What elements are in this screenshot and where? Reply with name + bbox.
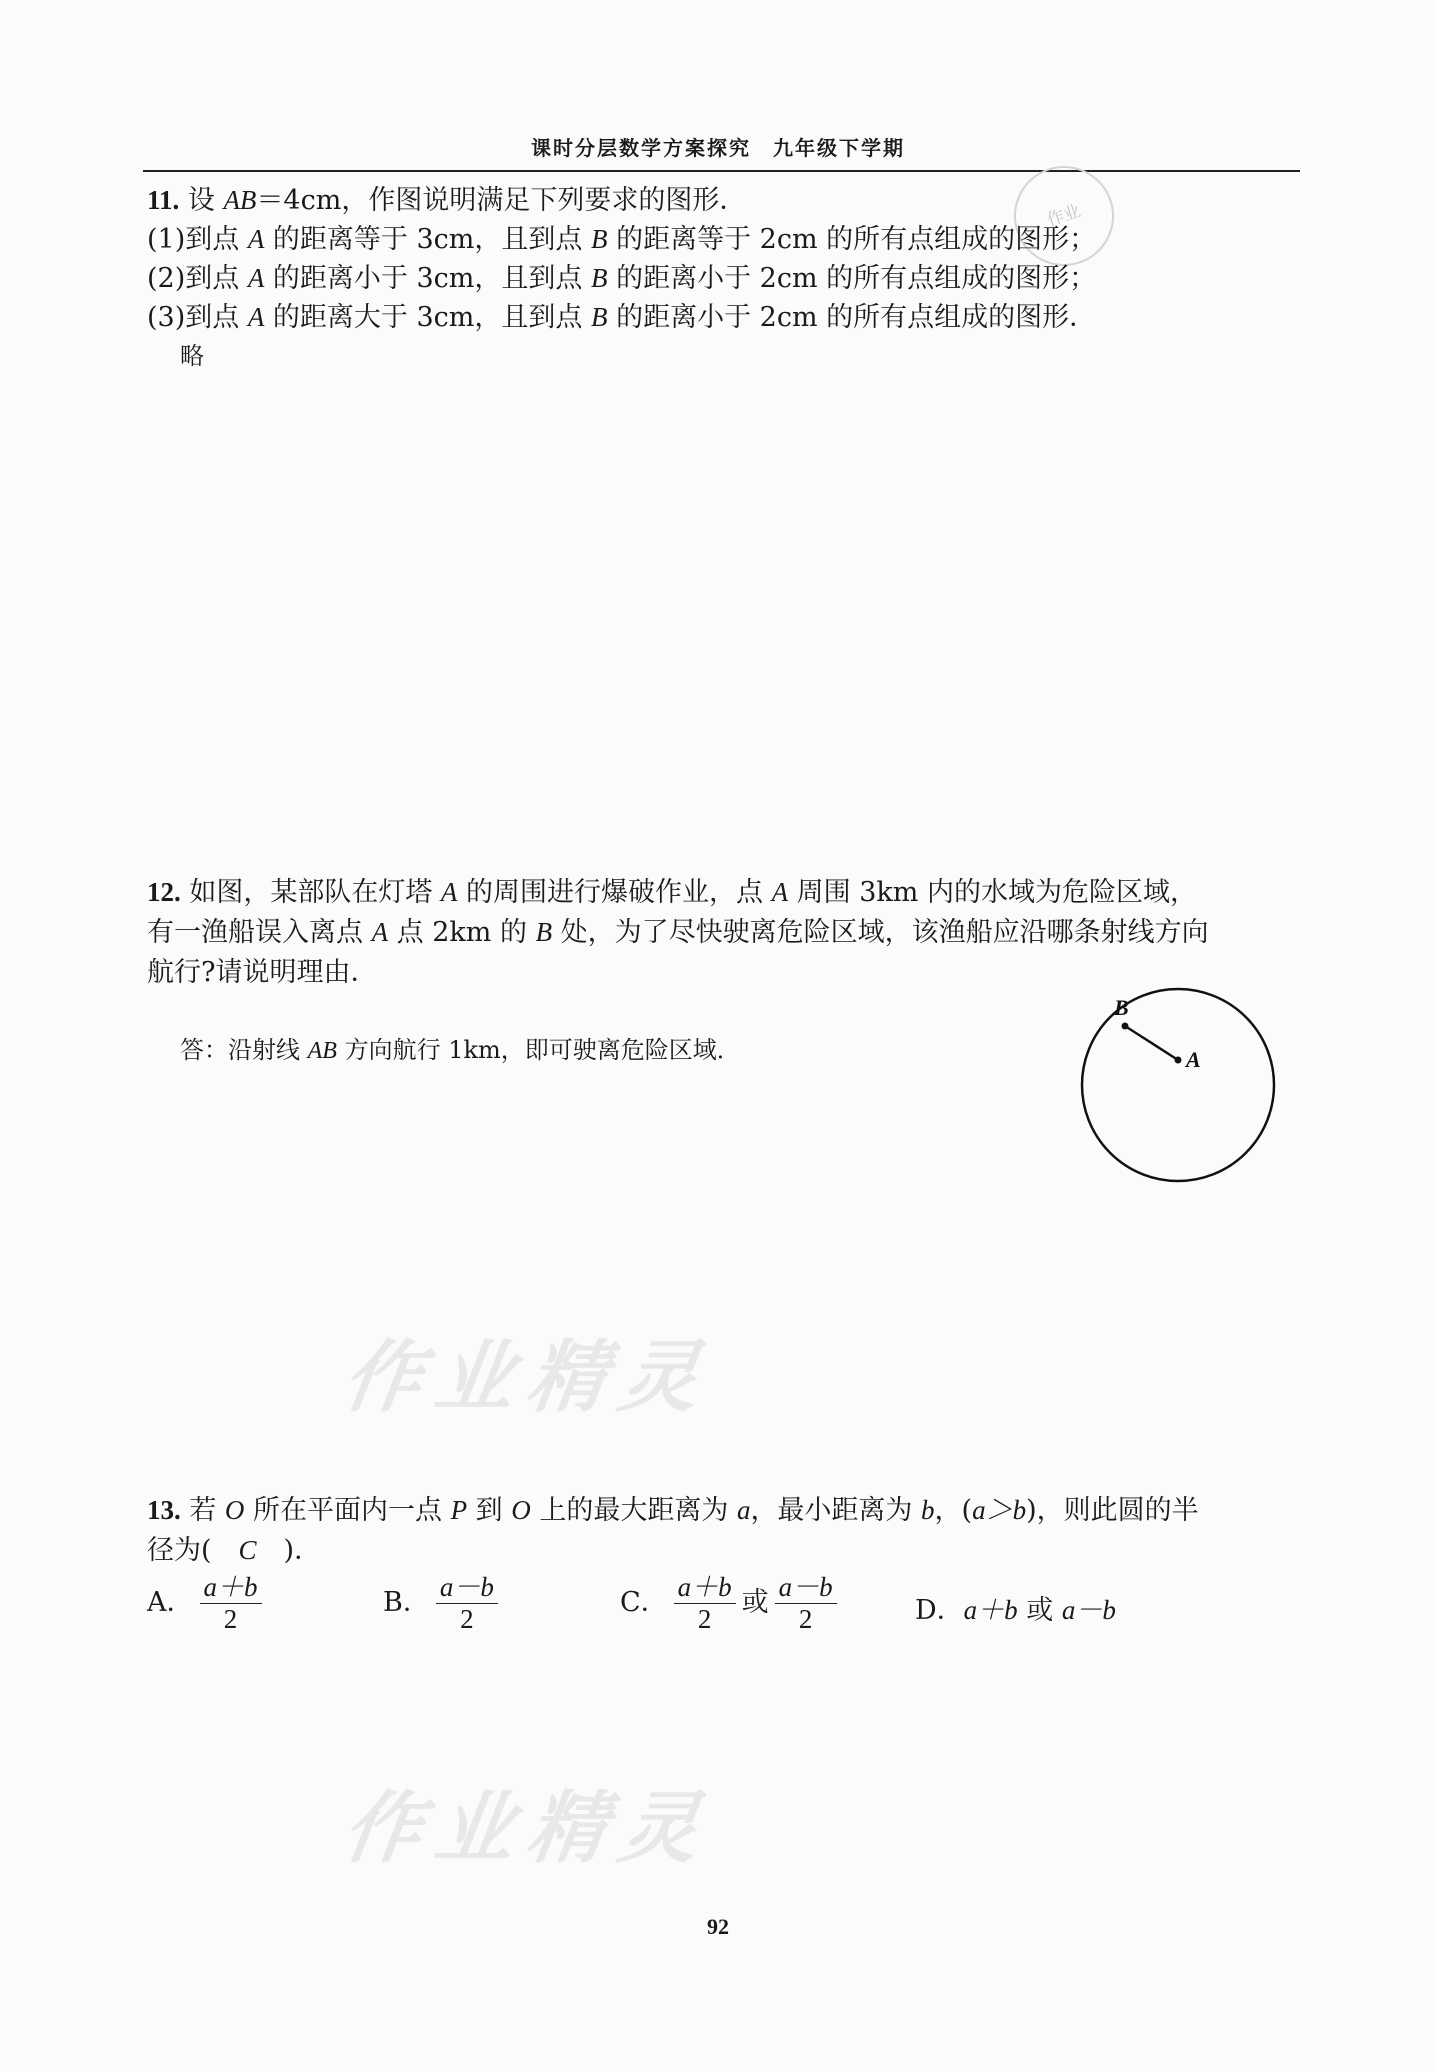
watermark-1: 作业精灵 [337, 1333, 719, 1423]
page-number: 92 [707, 1914, 729, 1939]
point-a [1175, 1057, 1182, 1064]
q13-option-a: A． $\frac{a+b}{2}$ [147, 1572, 268, 1635]
q12-answer: 答：沿射线 AB 方向航行 1km，即可驶离危险区域． [180, 1036, 741, 1064]
q13-option-b: B． $\frac{a-b}{2}$ [383, 1572, 504, 1635]
q12-line-2: 有一渔船误入离点 A 点 2km 的 B 处，为了尽快驶离危险区域，该渔船应沿哪条射线方向 [147, 917, 1209, 948]
q12-number: 12. [147, 877, 181, 907]
q11-item-1: (1)到点 A 的距离等于 3cm，且到点 B 的距离等于 2cm 的所有点组成的图形； [147, 224, 1097, 255]
q11-item-2: (2)到点 A 的距离小于 3cm，且到点 B 的距离小于 2cm 的所有点组成的图形； [147, 263, 1097, 294]
q13-line-1: 13. 若 O 所在平面内一点 P 到 O 上的最大距离为 a，最小距离为 b，(a＞b)，则此圆的半 [147, 1495, 1199, 1526]
q11-number: 11. [147, 185, 180, 215]
header-rule [143, 170, 1300, 172]
q12-line-1: 12. 如图，某部队在灯塔 A 的周围进行爆破作业，点 A 周围 3km 内的水域为危险区域， [147, 877, 1197, 908]
q13-number: 13. [147, 1495, 181, 1525]
q13-line-2: 径为( C )． [147, 1535, 322, 1566]
running-header: 课时分层数学方案探究 九年级下学期 [531, 136, 905, 160]
q12-figure [1070, 985, 1290, 1185]
label-b: B [1114, 995, 1129, 1020]
watermark-2: 作业精灵 [337, 1784, 719, 1874]
segment-ab [1125, 1026, 1178, 1060]
stamp-watermark: 作业 [1001, 153, 1127, 279]
q11-item-3: (3)到点 A 的距离大于 3cm，且到点 B 的距离小于 2cm 的所有点组成的图形． [147, 302, 1097, 333]
q12-line-3: 航行?请说明理由． [147, 957, 378, 988]
danger-circle [1082, 989, 1274, 1181]
q13-answer: C [238, 1535, 257, 1565]
q13-option-c: C． $\frac{a+b}{2}$ 或 $\frac{a-b}{2}$ [620, 1572, 843, 1635]
label-a: A [1186, 1047, 1201, 1072]
q13-option-d: D．a＋b 或 a－b [915, 1595, 1116, 1626]
point-b [1122, 1023, 1129, 1030]
q11-stem: 11. 设 AB＝4cm，作图说明满足下列要求的图形． [147, 185, 747, 216]
q11-answer: 略 [180, 342, 204, 370]
